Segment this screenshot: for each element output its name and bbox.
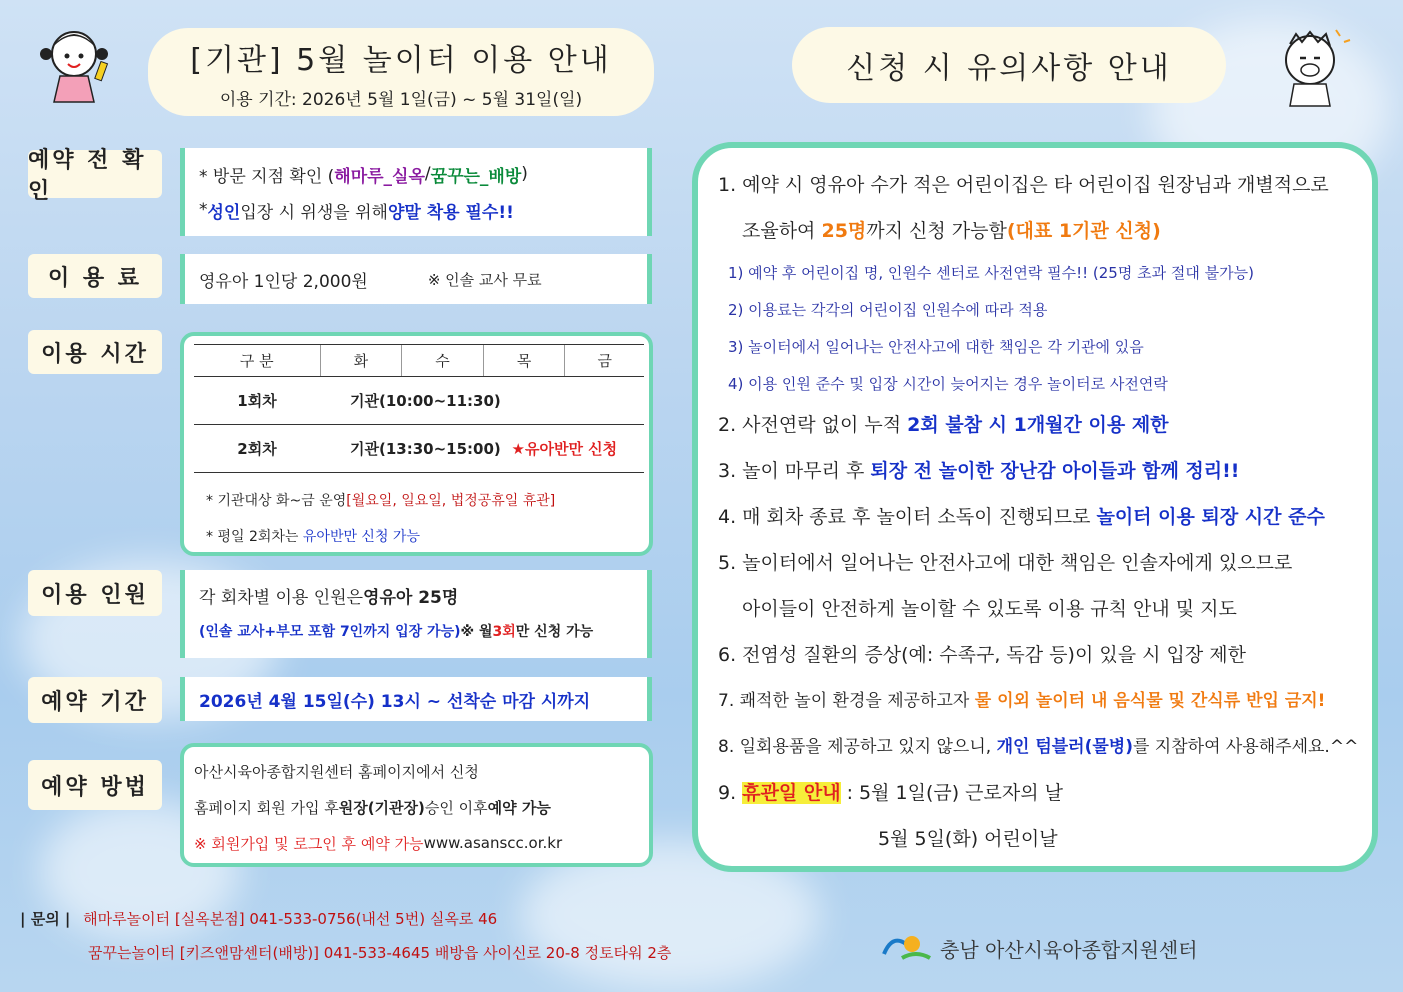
adult-text: 성인 <box>207 202 241 223</box>
period-box <box>180 677 652 721</box>
contact-silok: 해마루놀이터 [실옥본점] 041-533-0756(내선 5번) 실옥로 46 <box>83 910 498 928</box>
exit-time-rule: 놀이터 이용 퇴장 시간 준수 <box>1096 506 1325 528</box>
contact-label: | 문의 | <box>20 910 71 928</box>
notice-text: 4. 매 회차 종료 후 놀이터 소독이 진행되므로 <box>718 506 1097 528</box>
header-cell: 구 분 <box>194 345 320 377</box>
right-title-card <box>792 27 1226 103</box>
time-table <box>194 344 644 473</box>
notice-text: 조율하여 <box>742 220 822 242</box>
header-cell: 화 <box>320 345 402 377</box>
branch-baebang: 꿈꾸는_배방 <box>430 166 522 187</box>
usage-period: 이용 기간: 2026년 5월 1일(금) ~ 5월 31일(일) <box>219 89 583 110</box>
notice-7 <box>718 686 1325 711</box>
table-row <box>194 425 644 473</box>
tumbler: 개인 텀블러(물병) <box>996 737 1133 757</box>
sub-notice-4: 4) 이용 인원 준수 및 입장 시간이 늦어지는 경우 놀이터로 사전연락 <box>728 375 1168 393</box>
contact-baebang: 꿈꾸는놀이터 [키즈앤맘센터(배방)] 041-533-4645 배방읍 사이신로 20-8 정토타워 2층 <box>88 944 672 962</box>
month-text: ※ 월 <box>460 624 493 640</box>
method-text: 홈페이지 회원 가입 후 <box>194 798 339 817</box>
label-period: 예약 기간 <box>28 677 162 723</box>
notice-title: 신청 시 유의사항 안내 <box>846 51 1172 86</box>
confirm-line-2 <box>199 192 647 228</box>
round-time-cell <box>320 377 644 425</box>
contact-line-2 <box>88 942 671 963</box>
fee-box <box>180 254 652 304</box>
food-ban: 물 이외 놀이터 내 음식물 및 간식류 반입 금지! <box>974 691 1326 711</box>
notice-9 <box>718 778 1063 805</box>
notice-6: 6. 전염성 질환의 증상(예: 수족구, 독감 등)이 있을 시 입장 제한 <box>718 644 1246 666</box>
people-include: (인솔 교사+부모 포함 7인까지 입장 가능) <box>199 624 461 640</box>
notice-text: 2. 사전연락 없이 누적 <box>718 414 908 436</box>
limit-suffix: 만 신청 가능 <box>515 624 594 640</box>
sub-notice-3: 3) 놀이터에서 일어나는 안전사고에 대한 책임은 각 기관에 있음 <box>728 338 1144 356</box>
table-row <box>194 377 644 425</box>
time-note-1 <box>206 490 555 510</box>
confirm-text: * 방문 지점 확인 ( <box>199 166 335 187</box>
people-line-2 <box>199 613 647 649</box>
confirm-line-1 <box>199 156 647 192</box>
method-text: 승인 이후 <box>424 798 488 817</box>
page-title: [기관] 5월 놀이터 이용 안내 <box>190 42 612 78</box>
method-line-3 <box>194 825 649 861</box>
notice-5a: 5. 놀이터에서 일어나는 안전사고에 대한 책임은 인솔자에게 있으므로 <box>718 552 1293 574</box>
round-name: 1회차 <box>194 377 320 425</box>
round-name: 2회차 <box>194 425 320 473</box>
notice-1a: 1. 예약 시 영유아 수가 적은 어린이집은 타 어린이집 원장님과 개별적으로 <box>718 174 1329 196</box>
limit-25: 25명 <box>821 220 867 242</box>
holiday-label: 휴관일 안내 <box>742 782 841 804</box>
note-text: * 평일 2회차는 <box>206 529 303 545</box>
round-time: 기관(13:30~15:00) <box>350 440 501 458</box>
note-text: * 기관대상 화~금 운영 <box>206 493 347 509</box>
notice-1b <box>742 216 1161 243</box>
table-header-row <box>194 345 644 377</box>
header-cell: 금 <box>565 345 644 377</box>
people-line-1 <box>199 577 647 613</box>
notice-text: 3. 놀이 마무리 후 <box>718 460 871 482</box>
center-logo-icon <box>880 930 936 964</box>
people-text: 각 회차별 이용 인원은 <box>199 587 364 608</box>
boy-character-icon <box>1270 22 1360 108</box>
fee-text: 영유아 1인당 2,000원 <box>199 271 368 292</box>
paren-close: ) <box>521 164 528 184</box>
confirm-box <box>180 148 652 236</box>
holiday-2: 5월 5일(화) 어린이날 <box>878 828 1058 850</box>
notice-text: 7. 쾌적한 놀이 환경을 제공하고자 <box>718 691 975 711</box>
notice-2 <box>718 410 1169 437</box>
label-time: 이용 시간 <box>28 330 162 374</box>
notice-text: 를 지참하여 사용해주세요.^^ <box>1132 737 1359 757</box>
round-time-cell <box>320 425 644 473</box>
branch-silok: 해마루_실옥 <box>334 166 425 187</box>
notice-card <box>692 142 1378 872</box>
notice-text: 8. 일회용품을 제공하고 있지 않으니, <box>718 737 997 757</box>
notice-text: 9. <box>718 782 743 804</box>
cleanup-rule: 퇴장 전 놀이한 장난감 아이들과 함께 정리!! <box>870 460 1240 482</box>
sub-notice-1: 1) 예약 후 어린이집 명, 인원수 센터로 사전연락 필수!! (25명 초과 절대 불가능) <box>728 264 1254 282</box>
confirm-mid-text: 입장 시 위생을 위해 <box>240 202 388 223</box>
method-line-2 <box>194 789 649 825</box>
booking-period: 2026년 4월 15일(수) 13시 ~ 선착순 마감 시까지 <box>199 691 591 712</box>
label-people: 이용 인원 <box>28 570 162 616</box>
absence-limit: 2회 불참 시 1개월간 이용 제한 <box>907 414 1169 436</box>
round-note: ★유아반만 신청 <box>511 440 618 458</box>
contact-line-1 <box>20 908 497 929</box>
login-note: ※ 회원가입 및 로그인 후 예약 가능 <box>194 834 424 853</box>
fee-note: ※ 인솔 교사 무료 <box>427 270 542 289</box>
sub-notice-2: 2) 이용료는 각각의 어린이집 인원수에 따라 적용 <box>728 301 1048 319</box>
people-count: 영유아 25명 <box>363 587 459 608</box>
notice-4 <box>718 502 1325 529</box>
round-time: 기관(10:00~11:30) <box>350 392 501 410</box>
label-method: 예약 방법 <box>28 760 162 810</box>
notice-3 <box>718 456 1239 483</box>
center-name: 충남 아산시육아종합지원센터 <box>940 938 1198 962</box>
closed-days: [월요일, 일요일, 법정공휴일 휴관] <box>346 493 556 509</box>
label-confirm: 예약 전 확인 <box>28 150 162 198</box>
time-note-2 <box>206 526 420 546</box>
label-fee: 이 용 료 <box>28 254 162 298</box>
people-box <box>180 570 652 658</box>
website-link[interactable]: www.asanscc.or.kr <box>423 834 563 852</box>
fee-line <box>199 261 647 297</box>
star-mark: * <box>199 200 208 220</box>
socks-required: 양말 착용 필수!! <box>387 202 514 223</box>
time-card <box>180 332 653 556</box>
left-title-card <box>148 28 654 116</box>
booking-possible: 예약 가능 <box>487 798 551 817</box>
director: 원장(기관장) <box>338 798 425 817</box>
holiday-1: : 5월 1일(금) 근로자의 날 <box>840 782 1063 804</box>
method-box <box>180 743 653 867</box>
one-org: (대표 1기관 신청) <box>1006 220 1161 242</box>
header-cell: 수 <box>402 345 484 377</box>
kinder-only: 유아반만 신청 가능 <box>302 529 420 545</box>
girl-character-icon <box>34 18 126 106</box>
method-line-1: 아산시육아종합지원센터 홈페이지에서 신청 <box>194 762 479 781</box>
notice-8 <box>718 732 1358 757</box>
slash: / <box>424 164 431 184</box>
notice-5b: 아이들이 안전하게 놀이할 수 있도록 이용 규칙 안내 및 지도 <box>742 598 1237 620</box>
header-cell: 목 <box>483 345 565 377</box>
notice-text: 까지 신청 가능함 <box>866 220 1007 242</box>
times-limit: 3회 <box>492 624 516 640</box>
